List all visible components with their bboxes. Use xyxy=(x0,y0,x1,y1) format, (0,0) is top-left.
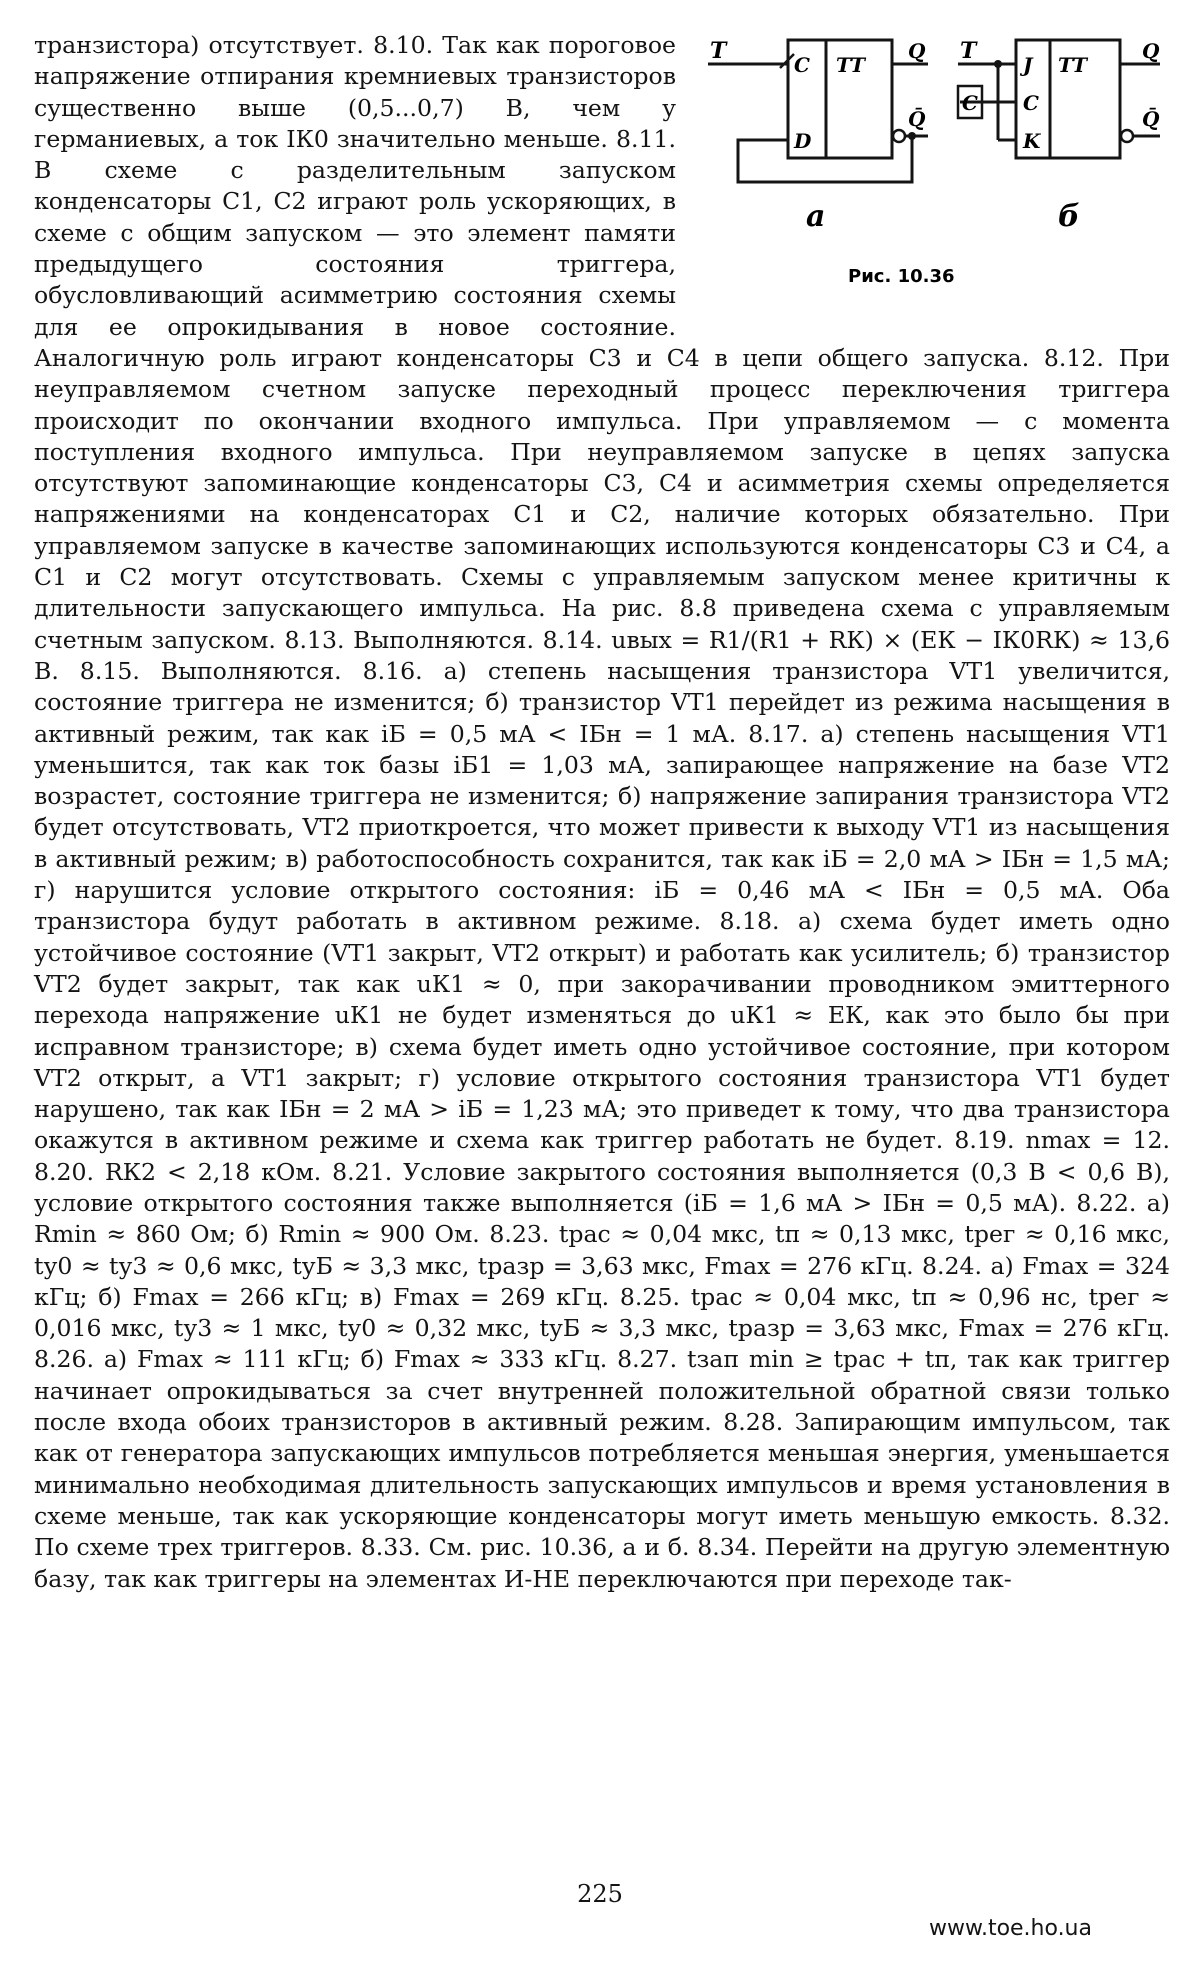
panel-b-caption-letter: б xyxy=(1058,199,1080,234)
panel-b-junction-dot xyxy=(994,60,1002,68)
panel-b-pin-k-label: K xyxy=(1023,129,1041,153)
panel-a-output-qbar-label: Q̄ xyxy=(908,107,926,131)
panel-b-output-q-label: Q xyxy=(1142,39,1160,63)
panel-b-input-c-label: C xyxy=(962,91,978,115)
panel-a-pin-d-label: D xyxy=(794,129,812,153)
panel-b-pin-j-label: J xyxy=(1023,53,1033,77)
panel-b-inversion-bubble xyxy=(1121,130,1133,142)
panel-a-inversion-bubble xyxy=(893,130,905,142)
panel-b-schematic xyxy=(958,38,1160,234)
figure-caption: Рис. 10.36 xyxy=(848,266,955,287)
source-url: www.toe.ho.ua xyxy=(928,1916,1092,1941)
panel-a-caption-letter: а xyxy=(806,199,826,234)
flip-flop-schematics xyxy=(698,30,1170,308)
panel-b-output-qbar-label: Q̄ xyxy=(1142,107,1160,131)
panel-a-pin-c-label: C xyxy=(794,53,810,77)
panel-b-block-title: TT xyxy=(1058,53,1088,77)
panel-b-input-t-label: T xyxy=(960,38,977,64)
answers-paragraph: транзистора) отсутствует. 8.10. Так как пороговое напряжение отпирания кремниевых транзисторов существенно выше (0,5...0,7) В, чем у германиевых, а ток IК0 значительно меньше. 8.11. В схеме с разделительным запуском конденсаторы C1, C2 играют роль ускоряющих, в схеме с общим запуском — это элемент памяти предыдущего состояния триггера, обусловливающий асимметрию состояния схемы для ее опрокидывания в новое состояние. Аналогичную роль играют конденсаторы C3 и C4 в цепи общего запуска. 8.12. При неуправляемом счетном запуске переходный процесс переключения триггера происходит по окончании входного импульса. При управляемом — с момента поступления входного импульса. При неуправляемом запуске в цепях запуска отсутствуют запоминающие конденсаторы C3, C4 и асимметрия схемы определяется напряжениями на конденсаторах C1 и C2, наличие которых обязательно. При управляемом запуске в качестве запоминающих используются конденсаторы C3 и C4, а C1 и C2 могут отсутствовать. Схемы с управляемым запуском менее критичны к длительности запускающего импульса. На рис. 8.8 приведена схема с управляемым счетным запуском. 8.13. Выполняются. 8.14. uвых = R1/(R1 + RК) × (EК − IК0RК) ≈ 13,6 В. 8.15. Выполняются. 8.16. а) степень насыщения транзистора VT1 увеличится, состояние триггера не изменится; б) транзистор VT1 перейдет из режима насыщения в активный режим, так как iБ = 0,5 мА < IБн = 1 мА. 8.17. а) степень насыщения VT1 уменьшится, так как ток базы iБ1 = 1,03 мА, запирающее напряжение на базе VT2 возрастет, состояние триггера не изменится; б) напряжение запирания транзистора VT2 будет отсутствовать, VT2 приоткроется, что может привести к выходу VT1 из насыщения в активный режим; в) работоспособность сохранится, так как iБ = 2,0 мА > IБн = 1,5 мА; г) нарушится условие открытого состояния: iБ = 0,46 мА < IБн = 0,5 мА. Оба транзистора будут работать в активном режиме. 8.18. а) схема будет иметь одно устойчивое состояние (VT1 закрыт, VT2 открыт) и работать как усилитель; б) транзистор VT2 будет закрыт, так как uК1 ≈ 0, при закорачивании проводником эмиттерного перехода напряжение uК1 не будет изменяться до uК1 ≈ EК, как это было бы при исправном транзисторе; в) схема будет иметь одно устойчивое состояние, при котором VT2 открыт, а VT1 закрыт; г) условие открытого состояния транзистора VT1 будет нарушено, так как IБн = 2 мА > iБ = 1,23 мА; это приведет к тому, что два транзистора окажутся в активном режиме и схема как триггер работать не будет. 8.19. nmax = 12. 8.20. RК2 < 2,18 кОм. 8.21. Условие закрытого состояния выполняется (0,3 В < 0,6 В), условие открытого состояния также выполняется (iБ = 1,6 мА > IБн = 0,5 мА). 8.22. а) Rmin ≈ 860 Ом; б) Rmin ≈ 900 Ом. 8.23. tрас ≈ 0,04 мкс, tп ≈ 0,13 мкс, tрег ≈ 0,16 мкс, tу0 ≈ tу3 ≈ 0,6 мкс, tуБ ≈ 3,3 мкс, tразр = 3,63 мкс, Fmax = 276 кГц. 8.24. а) Fmax = 324 кГц; б) Fmax = 266 кГц; в) Fmax = 269 кГц. 8.25. tрас ≈ 0,04 мкс, tп ≈ 0,96 нс, tрег ≈ 0,016 мкс, tу3 ≈ 1 мкс, tу0 ≈ 0,32 мкс, tуБ ≈ 3,3 мкс, tразр = 3,63 мкс, Fmax = 276 кГц. 8.26. а) Fmax ≈ 111 кГц; б) Fmax ≈ 333 кГц. 8.27. tзап min ≥ tрас + tп, так как триггер начинает опрокидываться за счет внутренней положительной обратной связи только после входа обоих транзисторов в активный режим. 8.28. Запирающим импульсом, так как от генератора запускающих импульсов потребляется меньшая энергия, уменьшается минимально необходимая длительность запускающих импульсов и время установления в схеме меньше, так как ускоряющие конденсаторы могут иметь меньшую емкость. 8.32. По схеме трех триггеров. 8.33. См. рис. 10.36, а и б. 8.34. Перейти на другую элементную базу, так как триггеры на элементах И-НЕ переключаются при переходе так- xyxy=(34,31,1170,1593)
answers-text-block xyxy=(34,30,1170,1595)
figure-10-36 xyxy=(698,30,1170,308)
panel-a-output-q-label: Q xyxy=(908,39,926,63)
panel-a-block-title: TT xyxy=(836,53,866,77)
panel-a-schematic xyxy=(708,38,928,234)
panel-b-pin-c-label: C xyxy=(1023,91,1039,115)
page-number: 225 xyxy=(577,1880,623,1908)
panel-a-input-t-label: T xyxy=(710,38,727,64)
